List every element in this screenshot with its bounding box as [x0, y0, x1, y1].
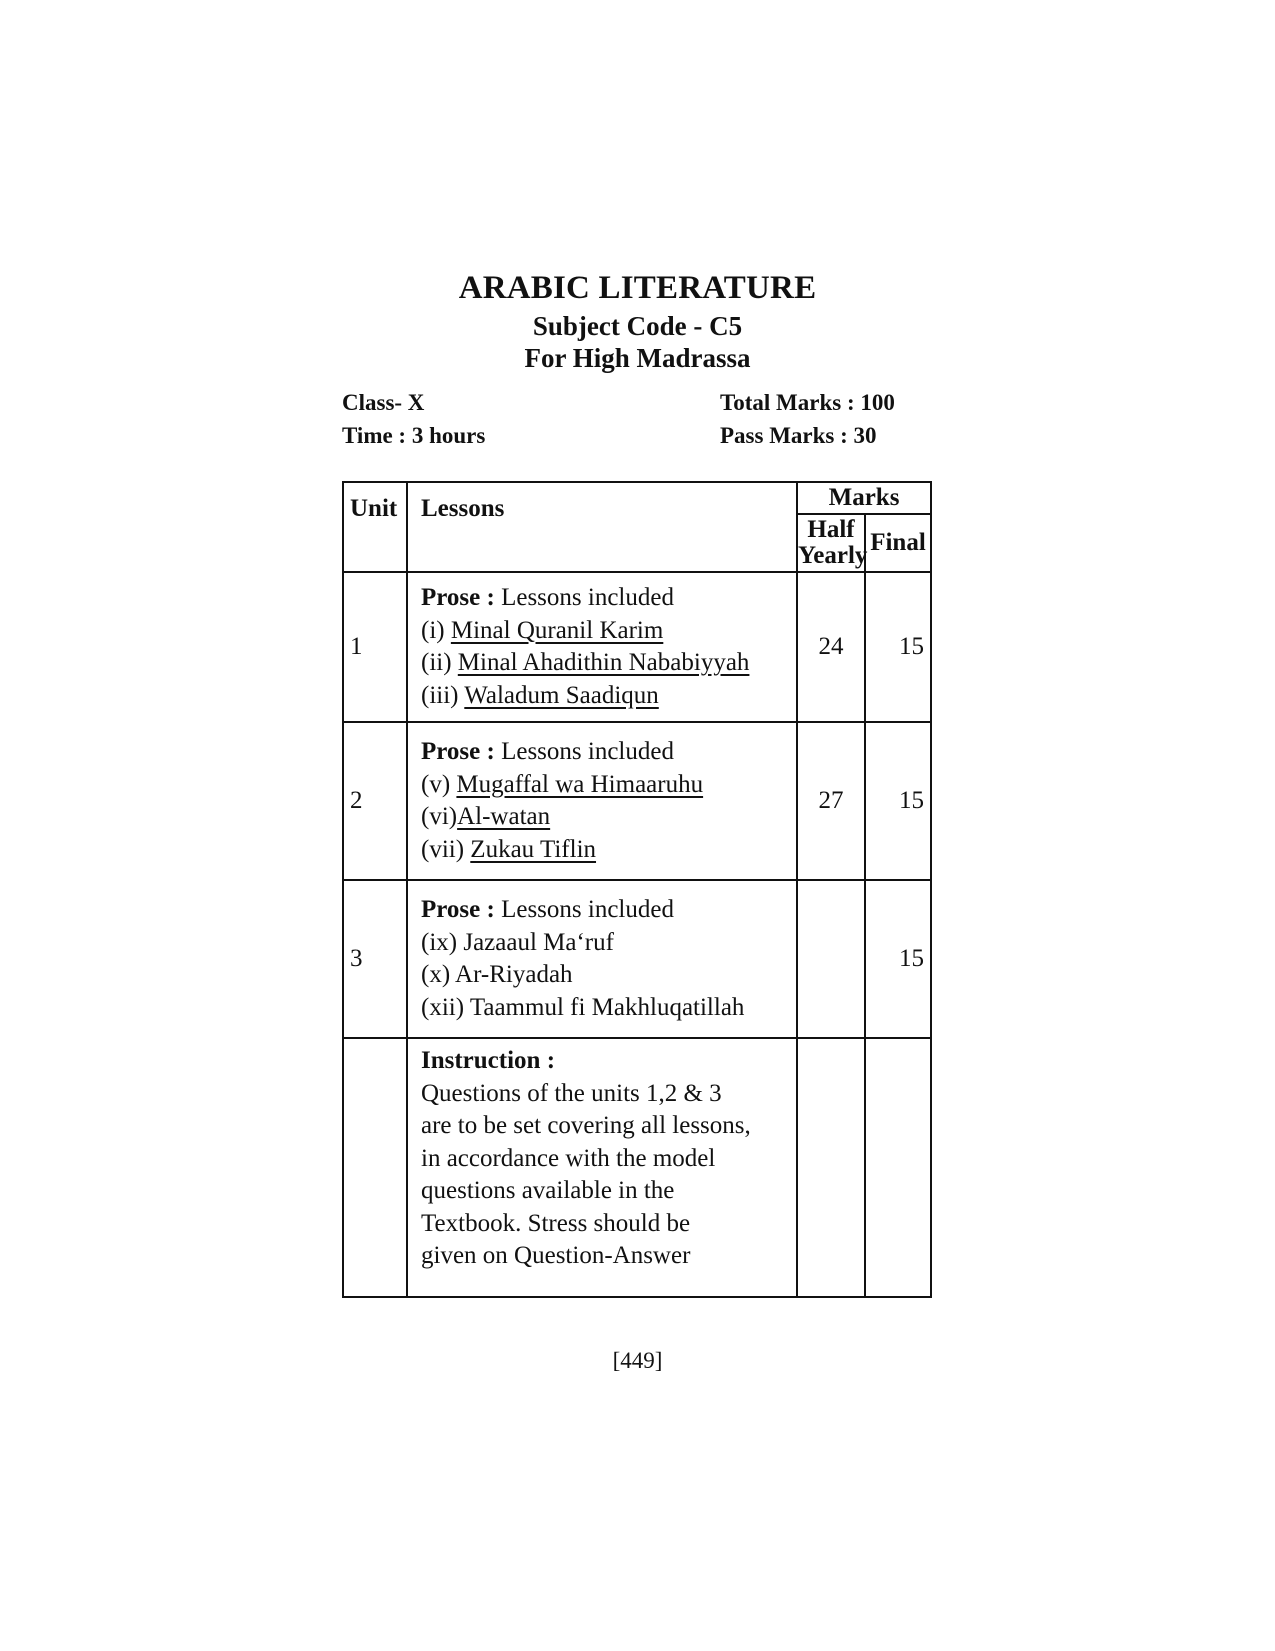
- header-half-line1: Half: [807, 516, 855, 543]
- lessons-cell: [407, 722, 797, 880]
- lesson-prefix: (ii): [421, 649, 458, 676]
- lesson-item: [421, 680, 796, 713]
- header-unit: Unit: [343, 482, 407, 572]
- final-empty: [865, 1038, 931, 1297]
- lesson-name: Mugaffal wa Himaaruhu: [456, 770, 704, 798]
- prose-label: Prose :: [421, 896, 495, 923]
- instruction-line: Questions of the units 1,2 & 3: [421, 1079, 722, 1107]
- lesson-prefix: (vii): [421, 835, 471, 863]
- lesson-name: Waladum Saadiqun: [464, 681, 659, 709]
- header-marks: Marks: [797, 482, 931, 514]
- lesson-item: [421, 834, 796, 867]
- time-label: Time : 3 hours: [342, 423, 486, 448]
- lesson-item: (ix) Jazaaul Ma‘ruf: [421, 928, 614, 956]
- half-yearly-marks: [797, 880, 865, 1038]
- instruction-line: are to be set covering all lessons,: [421, 1112, 751, 1139]
- unit-number: 3: [343, 880, 407, 1038]
- lesson-prefix: (vi): [421, 803, 458, 830]
- lesson-name: Zukau Tiflin: [470, 835, 597, 863]
- table-row: [343, 722, 931, 880]
- lesson-intro: [421, 736, 796, 769]
- unit-number-empty: [343, 1038, 407, 1297]
- subject-audience: For High Madrassa: [524, 343, 751, 373]
- prose-text: Lessons included: [494, 584, 674, 611]
- page-number: [449]: [612, 1348, 663, 1373]
- lesson-name: Minal Quranil Karim: [450, 616, 664, 644]
- instruction-line: in accordance with the model: [421, 1144, 716, 1172]
- lesson-item: [421, 615, 796, 648]
- final-marks: 15: [865, 572, 931, 722]
- lessons-cell: [407, 572, 797, 722]
- instruction-row: [343, 1038, 931, 1297]
- header-lessons: Lessons: [407, 482, 797, 572]
- table-row: [343, 880, 931, 1038]
- half-yearly-marks: 24: [797, 572, 865, 722]
- lesson-intro: [421, 582, 796, 615]
- header-half-line2: Yearly: [798, 542, 868, 569]
- prose-label: Prose :: [421, 738, 495, 765]
- lesson-item: [421, 647, 796, 680]
- instruction-heading: Instruction :: [421, 1047, 556, 1074]
- lesson-item: [421, 769, 796, 802]
- syllabus-table: [342, 481, 932, 1298]
- lesson-prefix: (iii): [421, 681, 465, 709]
- half-yearly-marks: 27: [797, 722, 865, 880]
- instruction-line: given on Question-Answer: [421, 1242, 691, 1269]
- table-row: [343, 572, 931, 722]
- lesson-prefix: (v): [421, 770, 457, 798]
- half-yearly-empty: [797, 1038, 865, 1297]
- unit-number: 2: [343, 722, 407, 880]
- final-marks: 15: [865, 722, 931, 880]
- unit-number: 1: [343, 572, 407, 722]
- prose-text: Lessons included: [494, 896, 674, 923]
- subject-code: Subject Code - C5: [532, 311, 743, 341]
- document-title: ARABIC LITERATURE: [458, 270, 817, 306]
- lesson-item: (xii) Taammul fi Makhluqatillah: [421, 993, 745, 1021]
- pass-marks-label: Pass Marks : 30: [720, 423, 877, 448]
- lesson-intro: [421, 894, 796, 927]
- table-header-row: [343, 482, 931, 514]
- lesson-name: Al-watan: [457, 803, 551, 830]
- final-marks: 15: [865, 880, 931, 1038]
- lesson-item: [421, 801, 796, 834]
- class-label: Class- X: [342, 390, 425, 415]
- total-marks-label: Total Marks : 100: [720, 390, 895, 415]
- lessons-cell: [407, 880, 797, 1038]
- instruction-line: questions available in the: [421, 1177, 675, 1204]
- header-half-yearly: [797, 514, 868, 572]
- prose-text: Lessons included: [494, 738, 674, 765]
- header-final: Final: [865, 514, 931, 572]
- lesson-item: (x) Ar-Riyadah: [421, 961, 573, 988]
- instruction-line: Textbook. Stress should be: [421, 1209, 691, 1237]
- lesson-prefix: (i): [421, 616, 451, 644]
- instruction-cell: [407, 1038, 797, 1297]
- lesson-name: Minal Ahadithin Nababiyyah: [457, 649, 750, 676]
- prose-label: Prose :: [421, 584, 495, 611]
